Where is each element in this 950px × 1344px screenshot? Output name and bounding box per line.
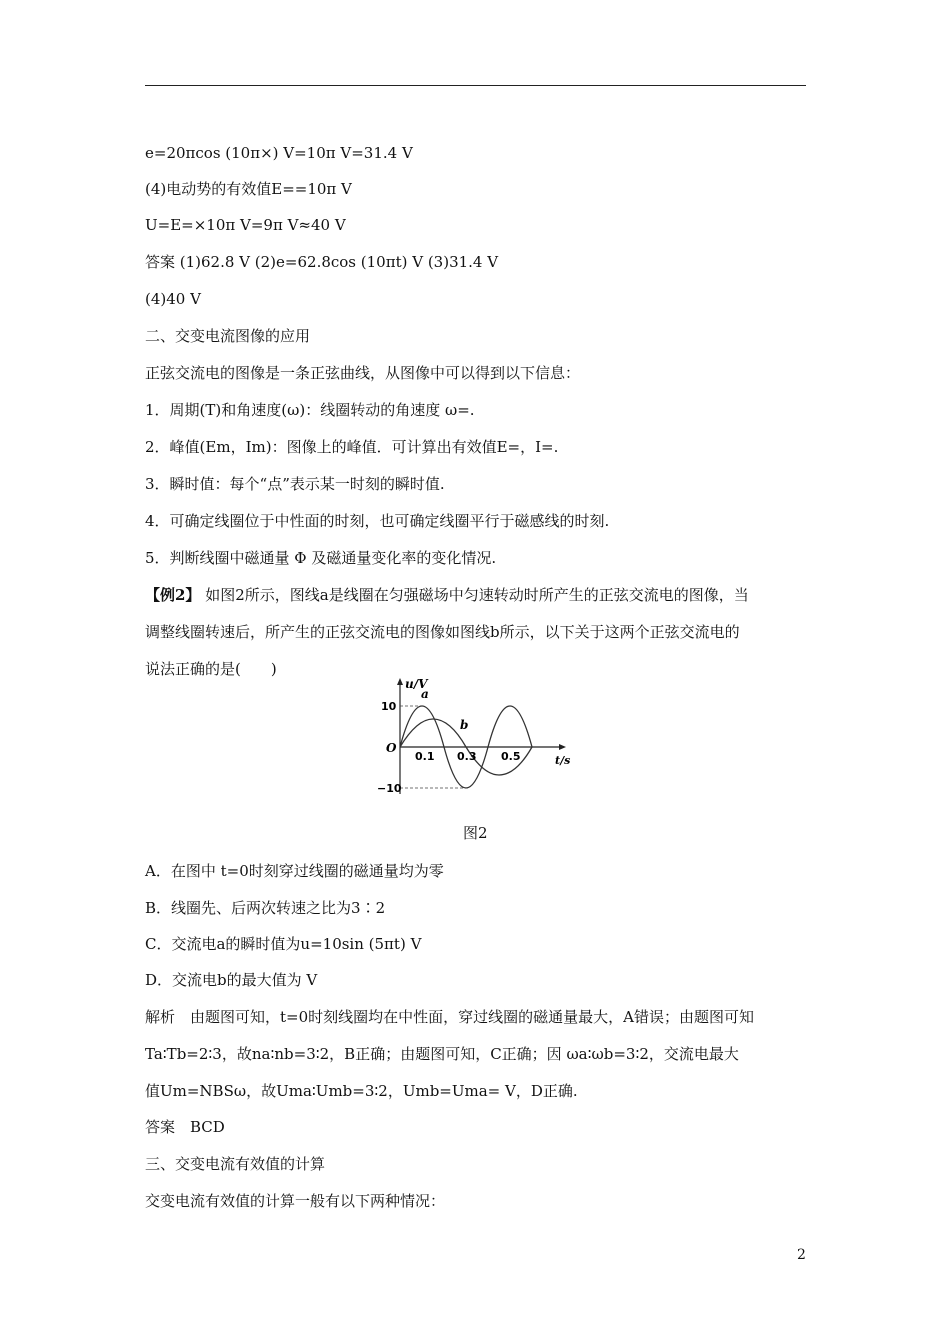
answer-line: 答案 BCD bbox=[145, 1118, 225, 1136]
x-axis-label: t/s bbox=[555, 754, 571, 767]
option-d: D．交流电b的最大值为 V bbox=[145, 971, 318, 989]
curve-a-label: a bbox=[421, 687, 429, 701]
y-tick-label: 10 bbox=[381, 700, 397, 713]
section-heading: 二、交变电流图像的应用 bbox=[145, 327, 311, 345]
x-tick-label: 0.3 bbox=[457, 750, 477, 763]
analysis-line: Ta∶Tb=2∶3，故na∶nb=3∶2，B正确；由题图可知，C正确；因 ωa∶ωb=3∶2，交流电最大 bbox=[145, 1045, 739, 1063]
answer-line: 答案 (1)62.8 V (2)e=62.8cos (10πt) V (3)31.4 V bbox=[145, 253, 499, 271]
figure-caption: 图2 bbox=[463, 824, 488, 842]
list-item: 2．峰值(Em，Im)：图像上的峰值．可计算出有效值E=，I=. bbox=[145, 438, 559, 456]
y-tick-label: −10 bbox=[377, 782, 402, 795]
section-heading: 三、交变电流有效值的计算 bbox=[145, 1155, 326, 1173]
page-number: 2 bbox=[797, 1247, 806, 1263]
y-axis-label: u/V bbox=[405, 677, 428, 691]
analysis-line: 值Um=NBSω，故Uma∶Umb=3∶2，Umb=Uma= V，D正确. bbox=[145, 1082, 578, 1100]
text-line: e=20πcos (10π×) V=10π V=31.4 V bbox=[145, 144, 413, 162]
answer-line: (4)40 V bbox=[145, 290, 201, 308]
list-item: 1．周期(T)和角速度(ω)：线圈转动的角速度 ω=. bbox=[145, 401, 475, 419]
text-line: 正弦交流电的图像是一条正弦曲线，从图像中可以得到以下信息： bbox=[145, 364, 581, 382]
list-item: 5．判断线圈中磁通量 Φ 及磁通量变化率的变化情况. bbox=[145, 549, 497, 567]
text-line: 交变电流有效值的计算一般有以下两种情况： bbox=[145, 1192, 446, 1210]
analysis-line: 解析 由题图可知，t=0时刻线圈均在中性面，穿过线圈的磁通量最大，A错误；由题图可知 bbox=[145, 1008, 754, 1026]
text-line: (4)电动势的有效值E==10π V bbox=[145, 180, 352, 198]
header-rule bbox=[145, 85, 806, 86]
list-item: 4．可确定线圈位于中性面的时刻，也可确定线圈平行于磁感线的时刻. bbox=[145, 512, 610, 530]
option-c: C．交流电a的瞬时值为u=10sin (5πt) V bbox=[145, 935, 422, 953]
x-tick-label: 0.5 bbox=[501, 750, 521, 763]
example-text: 如图2所示，图线a是线圈在匀强磁场中匀速转动时所产生的正弦交流电的图像，当 bbox=[205, 586, 749, 604]
example-tag: 【例2】 bbox=[145, 586, 201, 604]
option-b: B．线圈先、后两次转速之比为3∶2 bbox=[145, 899, 386, 917]
sine-figure bbox=[355, 674, 605, 804]
curve-b-label: b bbox=[460, 718, 469, 732]
list-item: 3．瞬时值：每个“点”表示某一时刻的瞬时值. bbox=[145, 475, 445, 493]
x-tick-label: 0.1 bbox=[415, 750, 435, 763]
origin-label: O bbox=[386, 741, 397, 755]
example-line-3: 说法正确的是( ) bbox=[145, 660, 277, 678]
option-a: A．在图中 t=0时刻穿过线圈的磁通量均为零 bbox=[145, 862, 444, 880]
text-line: U=E=×10π V=9π V≈40 V bbox=[145, 216, 346, 234]
example-line-2: 调整线圈转速后，所产生的正弦交流电的图像如图线b所示，以下关于这两个正弦交流电的 bbox=[145, 623, 740, 641]
example-line-1 bbox=[145, 585, 749, 605]
